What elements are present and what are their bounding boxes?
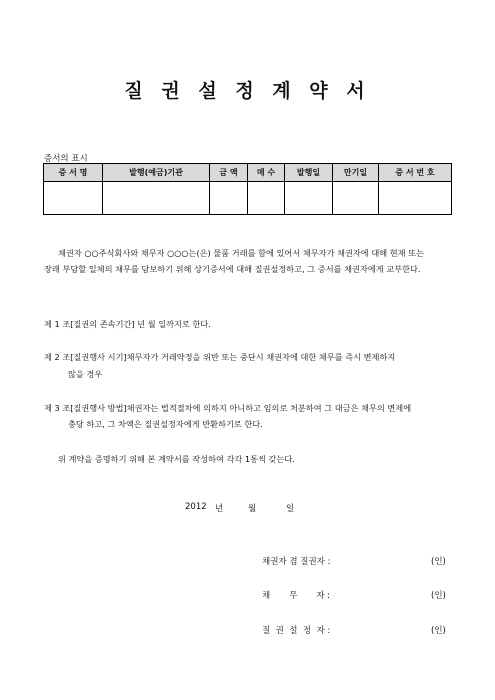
header-count: 매 수 (248, 164, 285, 182)
table-caption: 증서의 표시 (44, 154, 88, 164)
date-day-label: 일 (286, 504, 295, 514)
signature-pledgor-label: 질 권 설 정 자 : (262, 626, 331, 636)
cell-issuer[interactable] (103, 182, 210, 215)
signature-creditor-label: 채권자 겸 질권자 : (262, 557, 331, 567)
header-maturity-date: 만기일 (333, 164, 379, 182)
header-issue-date: 발행일 (285, 164, 333, 182)
header-cert-name: 증 서 명 (44, 164, 103, 182)
cell-count[interactable] (248, 182, 285, 215)
article-2-line-1: 제 2 조[질권행사 시기]채무자가 거래약정을 위반 또는 중단시 채권자에 대한 채무를 즉시 변제하지 (44, 352, 396, 362)
intro-paragraph (44, 245, 454, 277)
header-issuer: 발행(예금)기관 (103, 164, 210, 182)
date-month-label: 월 (248, 504, 257, 514)
article-1: 제 1 조[질권의 존속기간] 년 월 일까지로 한다. (44, 319, 211, 329)
certificate-table (43, 163, 452, 215)
cell-maturity-date[interactable] (333, 182, 379, 215)
signature-debtor-label: 채 무 자 : (262, 591, 331, 601)
table-header-row (44, 164, 452, 182)
article-3-line-2: 충당 하고, 그 차액은 질권설정자에게 반환하기로 한다. (68, 419, 263, 429)
intro-line-1: 채권자 ○○주식회사와 채무자 ○○○는(은) 물품 거래를 함에 있어서 채무자가 채권자에 대해 현재 또는 (58, 248, 424, 258)
cell-cert-number[interactable] (379, 182, 452, 215)
signature-creditor-seal: (인) (431, 557, 446, 567)
document-title: 질 권 설 정 계 약 서 (124, 80, 371, 102)
cell-cert-name[interactable] (44, 182, 103, 215)
date-year: 2012 (185, 502, 207, 512)
cell-amount[interactable] (210, 182, 248, 215)
header-amount: 금 액 (210, 164, 248, 182)
intro-line-2: 장래 부담할 일체의 채무를 담보하기 위해 상기증서에 대해 질권설정하고, 그 증서를 채권자에게 교부한다. (44, 264, 421, 274)
cell-issue-date[interactable] (285, 182, 333, 215)
header-cert-number: 증 서 번 호 (379, 164, 452, 182)
article-3-line-1: 제 3 조[질권행사 방법]채권자는 법적절차에 의하지 아니하고 임의로 처분하여 그 대금은 채무의 변제에 (44, 403, 412, 413)
date-year-label: 년 (215, 504, 224, 514)
table-row (44, 182, 452, 215)
signature-debtor-seal: (인) (431, 591, 446, 601)
closing-statement: 위 계약을 증명하기 위해 본 계약서를 작성하여 각각 1통씩 갖는다. (58, 454, 295, 464)
article-2-line-2: 않을 경우 (68, 369, 103, 379)
signature-pledgor-seal: (인) (431, 626, 446, 636)
